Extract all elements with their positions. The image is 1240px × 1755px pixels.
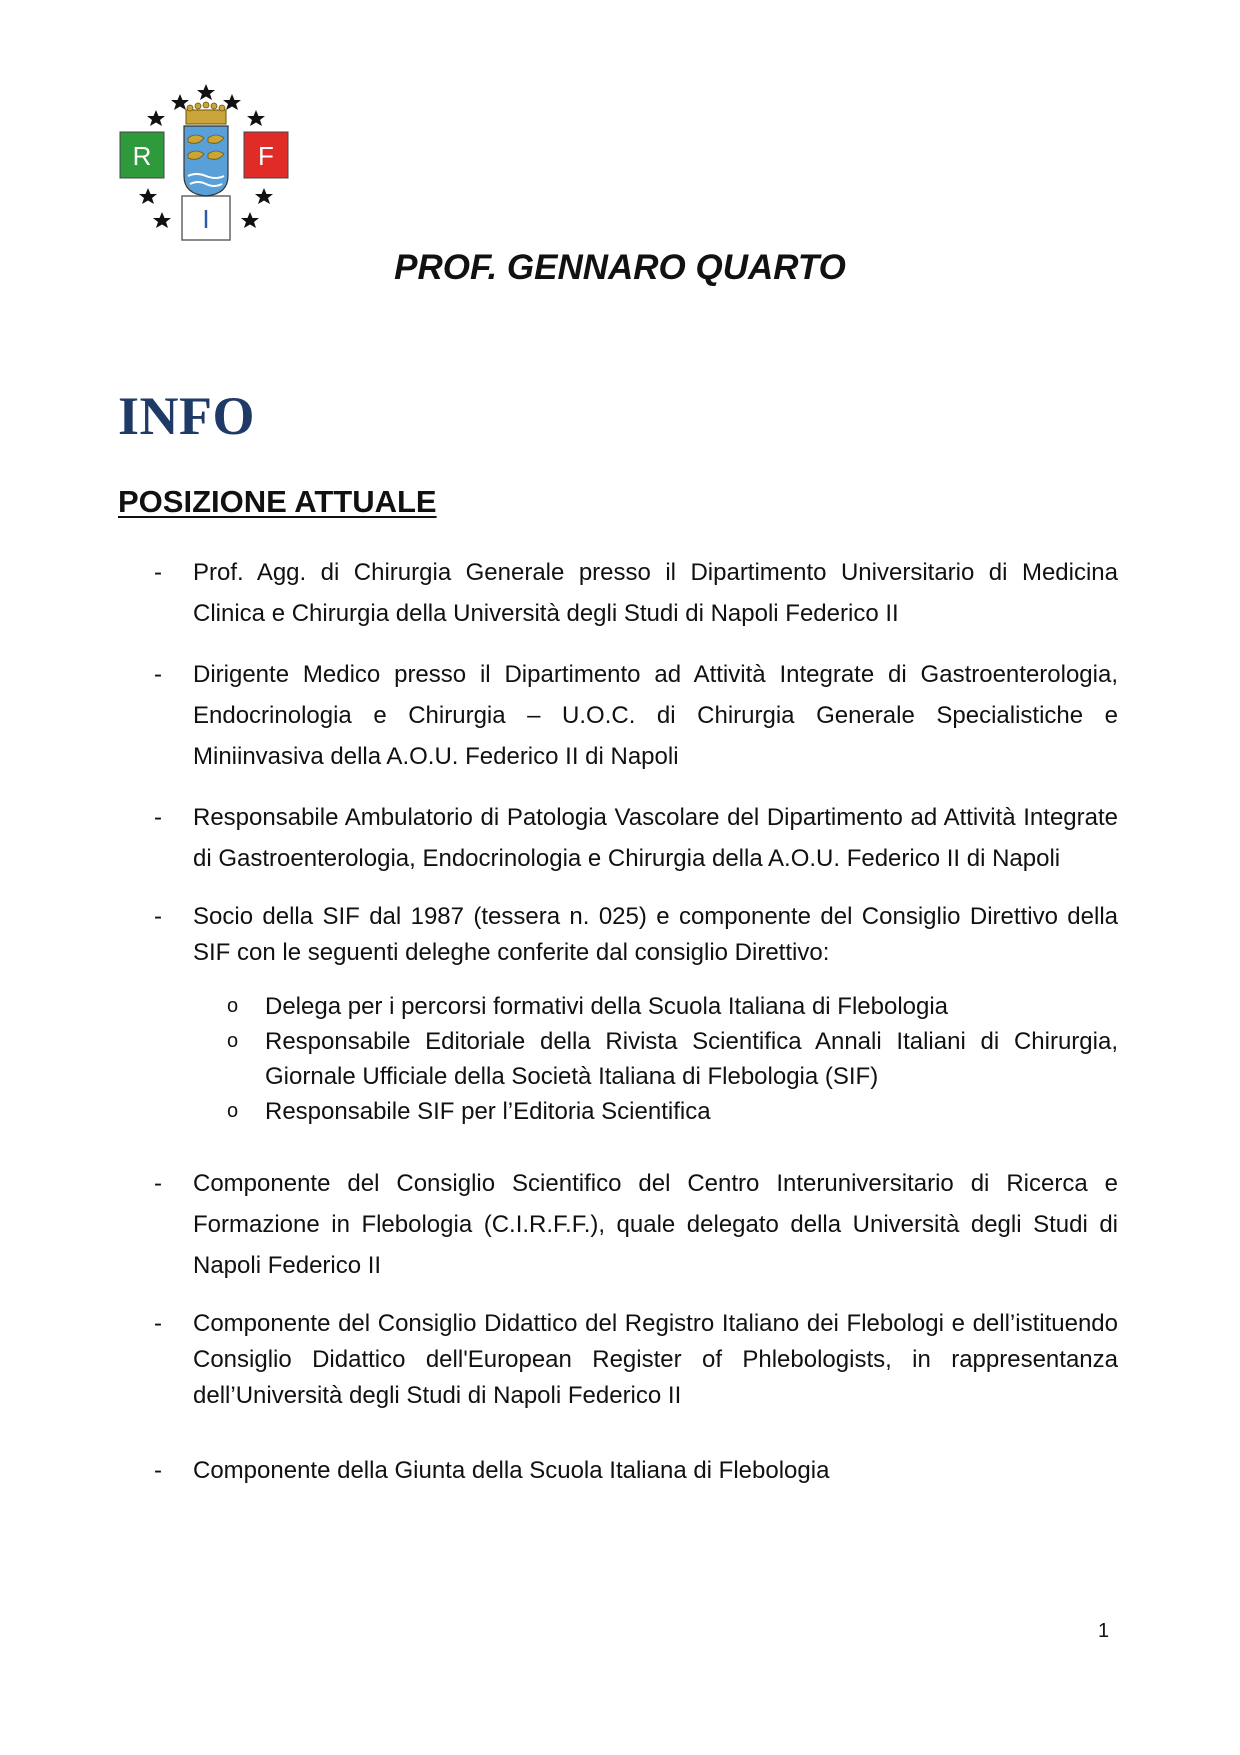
coat-of-arms-shield-icon (184, 126, 228, 196)
rif-emblem-logo (118, 80, 308, 242)
logo-letter-f: F (258, 141, 274, 171)
list-item-text: Componente della Giunta della Scuola Italiana di Flebologia (193, 1457, 830, 1484)
list-item-text: Componente del Consiglio Didattico del Registro Italiano dei Flebologi e dell’istituendo Consiglio Didattico dell'European Register of Phlebologists, in rappresentanza dell’Università degli Studi di Napoli Federico II (193, 1310, 1118, 1409)
sublist-bullet: o (227, 1030, 239, 1052)
list-item (148, 1306, 1118, 1414)
list-dash: - (154, 804, 162, 831)
list-item (148, 654, 1118, 777)
list-item (148, 1450, 1118, 1491)
list-dash: - (154, 1457, 162, 1484)
section-heading-posizione-attuale: POSIZIONE ATTUALE (118, 484, 437, 519)
crown-icon (186, 102, 226, 124)
list-item (148, 797, 1118, 879)
list-item-text: Prof. Agg. di Chirurgia Generale presso il Dipartimento Universitario di Medicina Clinica e Chirurgia della Università degli Studi di Napoli Federico II (193, 559, 1118, 627)
delegations-sublist (193, 989, 1118, 1129)
list-item (148, 1163, 1118, 1286)
list-dash: - (154, 661, 162, 688)
list-item-text: Dirigente Medico presso il Dipartimento ad Attività Integrate di Gastroenterologia, Endocrinologia e Chirurgia – U.O.C. di Chirurgia Generale Specialistiche e Miniinvasiva della A.O.U. Federico II di Napoli (193, 661, 1118, 770)
logo-letter-r: R (132, 141, 152, 171)
sublist-item (193, 1094, 1118, 1129)
sublist-item-text: Responsabile Editoriale della Rivista Scientifica Annali Italiani di Chirurgia, Giornale Ufficiale della Società Italiana di Flebologia (SIF) (265, 1028, 1118, 1090)
sublist-item-text: Delega per i percorsi formativi della Scuola Italiana di Flebologia (265, 993, 949, 1020)
page-title: PROF. GENNARO QUARTO (394, 248, 846, 287)
list-item (148, 899, 1118, 1129)
list-item-text: Responsabile Ambulatorio di Patologia Vascolare del Dipartimento ad Attività Integrate di Gastroenterologia, Endocrinologia e Chirurgia della A.O.U. Federico II di Napoli (193, 804, 1118, 872)
list-item-text: Socio della SIF dal 1987 (tessera n. 025) e componente del Consiglio Direttivo della SIF con le seguenti deleghe conferite dal consiglio Direttivo: (193, 903, 1118, 966)
sublist-item (193, 1024, 1118, 1094)
sublist-bullet: o (227, 1100, 239, 1122)
list-item (148, 552, 1118, 634)
list-dash: - (154, 903, 162, 930)
page-number: 1 (1098, 1620, 1110, 1642)
list-item-text: Componente del Consiglio Scientifico del Centro Interuniversitario di Ricerca e Formazione in Flebologia (C.I.R.F.F.), quale delegato della Università degli Studi di Napoli Federico II (193, 1170, 1118, 1279)
sublist-bullet: o (227, 995, 239, 1017)
list-dash: - (154, 1170, 162, 1197)
position-list (148, 552, 1118, 1511)
info-heading: INFO (118, 386, 255, 446)
sublist-item (193, 989, 1118, 1024)
list-dash: - (154, 1310, 162, 1337)
list-dash: - (154, 559, 162, 586)
logo-letter-i: I (202, 204, 210, 234)
sublist-item-text: Responsabile SIF per l’Editoria Scientifica (265, 1098, 711, 1125)
